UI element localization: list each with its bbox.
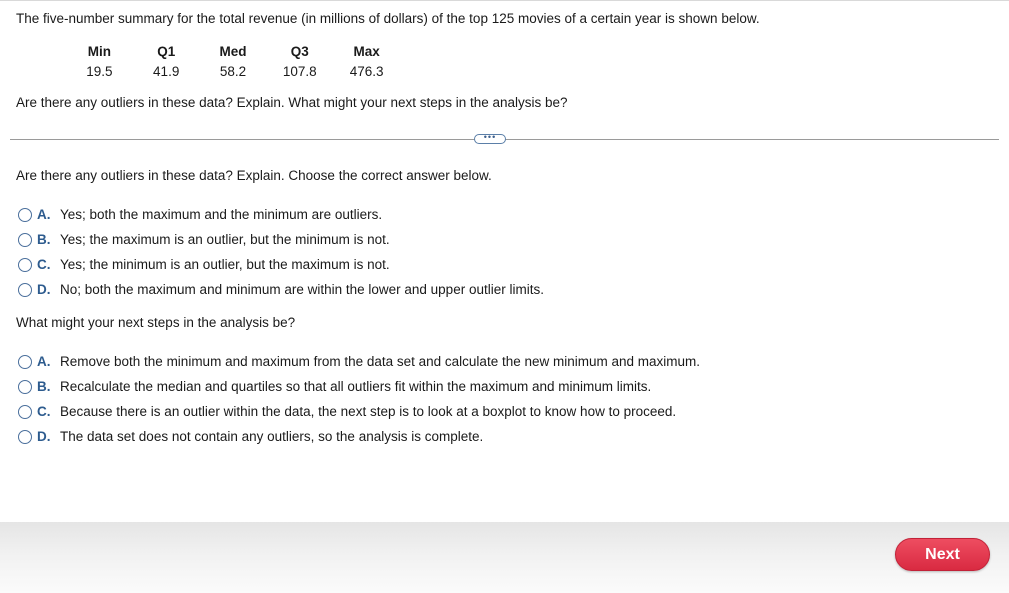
summary-header-q1: Q1 <box>157 43 176 59</box>
radio-button[interactable] <box>18 380 32 394</box>
radio-button[interactable] <box>18 233 32 247</box>
summary-header-row <box>66 41 400 61</box>
option-letter: A. <box>37 354 51 369</box>
part1-options <box>16 202 544 302</box>
option-text: Recalculate the median and quartiles so that all outliers fit within the maximum and minimum limits. <box>60 379 652 394</box>
radio-button[interactable] <box>18 355 32 369</box>
part2-option-a[interactable] <box>16 349 700 374</box>
part1-option-a[interactable] <box>16 202 544 227</box>
summary-value-med: 58.2 <box>219 63 247 79</box>
radio-button[interactable] <box>18 208 32 222</box>
part2-option-b[interactable] <box>16 374 700 399</box>
option-letter: B. <box>37 232 51 247</box>
radio-button[interactable] <box>18 258 32 272</box>
option-text: Yes; the maximum is an outlier, but the minimum is not. <box>60 232 390 247</box>
intro-text: The five-number summary for the total revenue (in millions of dollars) of the top 125 movies of a certain year is shown below. <box>16 11 760 26</box>
summary-header-min: Min <box>87 43 112 59</box>
option-letter: B. <box>37 379 51 394</box>
option-letter: D. <box>37 429 51 444</box>
summary-value-min: 19.5 <box>86 63 113 79</box>
option-letter: C. <box>37 404 51 419</box>
option-text: Yes; both the maximum and the minimum are outliers. <box>60 207 383 222</box>
option-letter: A. <box>37 207 51 222</box>
radio-button[interactable] <box>18 283 32 297</box>
option-text: No; both the maximum and minimum are within the lower and upper outlier limits. <box>60 282 544 297</box>
five-number-summary-table <box>66 41 400 81</box>
option-text: Because there is an outlier within the data, the next step is to look at a boxplot to know how to proceed. <box>60 404 677 419</box>
footer-bar <box>0 522 1009 593</box>
summary-header-q3: Q3 <box>290 43 309 59</box>
radio-button[interactable] <box>18 405 32 419</box>
question-text: Are there any outliers in these data? Explain. What might your next steps in the analysis be? <box>16 95 568 110</box>
part2-option-c[interactable] <box>16 399 700 424</box>
option-letter: D. <box>37 282 51 297</box>
option-text: Remove both the minimum and maximum from the data set and calculate the new minimum and maximum. <box>60 354 701 369</box>
top-rule <box>0 0 1009 1</box>
expand-more-button[interactable]: ••• <box>474 134 506 144</box>
summary-value-q3: 107.8 <box>282 63 317 79</box>
option-text: The data set does not contain any outliers, so the analysis is complete. <box>60 429 484 444</box>
next-button[interactable]: Next <box>895 538 990 571</box>
summary-value-max: 476.3 <box>349 63 384 79</box>
option-letter: C. <box>37 257 51 272</box>
summary-value-q1: 41.9 <box>153 63 180 79</box>
part1-option-c[interactable] <box>16 252 544 277</box>
radio-button[interactable] <box>18 430 32 444</box>
option-text: Yes; the minimum is an outlier, but the maximum is not. <box>60 257 390 272</box>
part2-option-d[interactable] <box>16 424 700 449</box>
part1-prompt: Are there any outliers in these data? Explain. Choose the correct answer below. <box>16 168 492 183</box>
summary-header-max: Max <box>353 43 380 59</box>
part2-prompt: What might your next steps in the analysis be? <box>16 315 296 330</box>
part2-options <box>16 349 700 449</box>
summary-header-med: Med <box>219 43 247 59</box>
summary-value-row <box>66 61 400 81</box>
part1-option-b[interactable] <box>16 227 544 252</box>
part1-option-d[interactable] <box>16 277 544 302</box>
